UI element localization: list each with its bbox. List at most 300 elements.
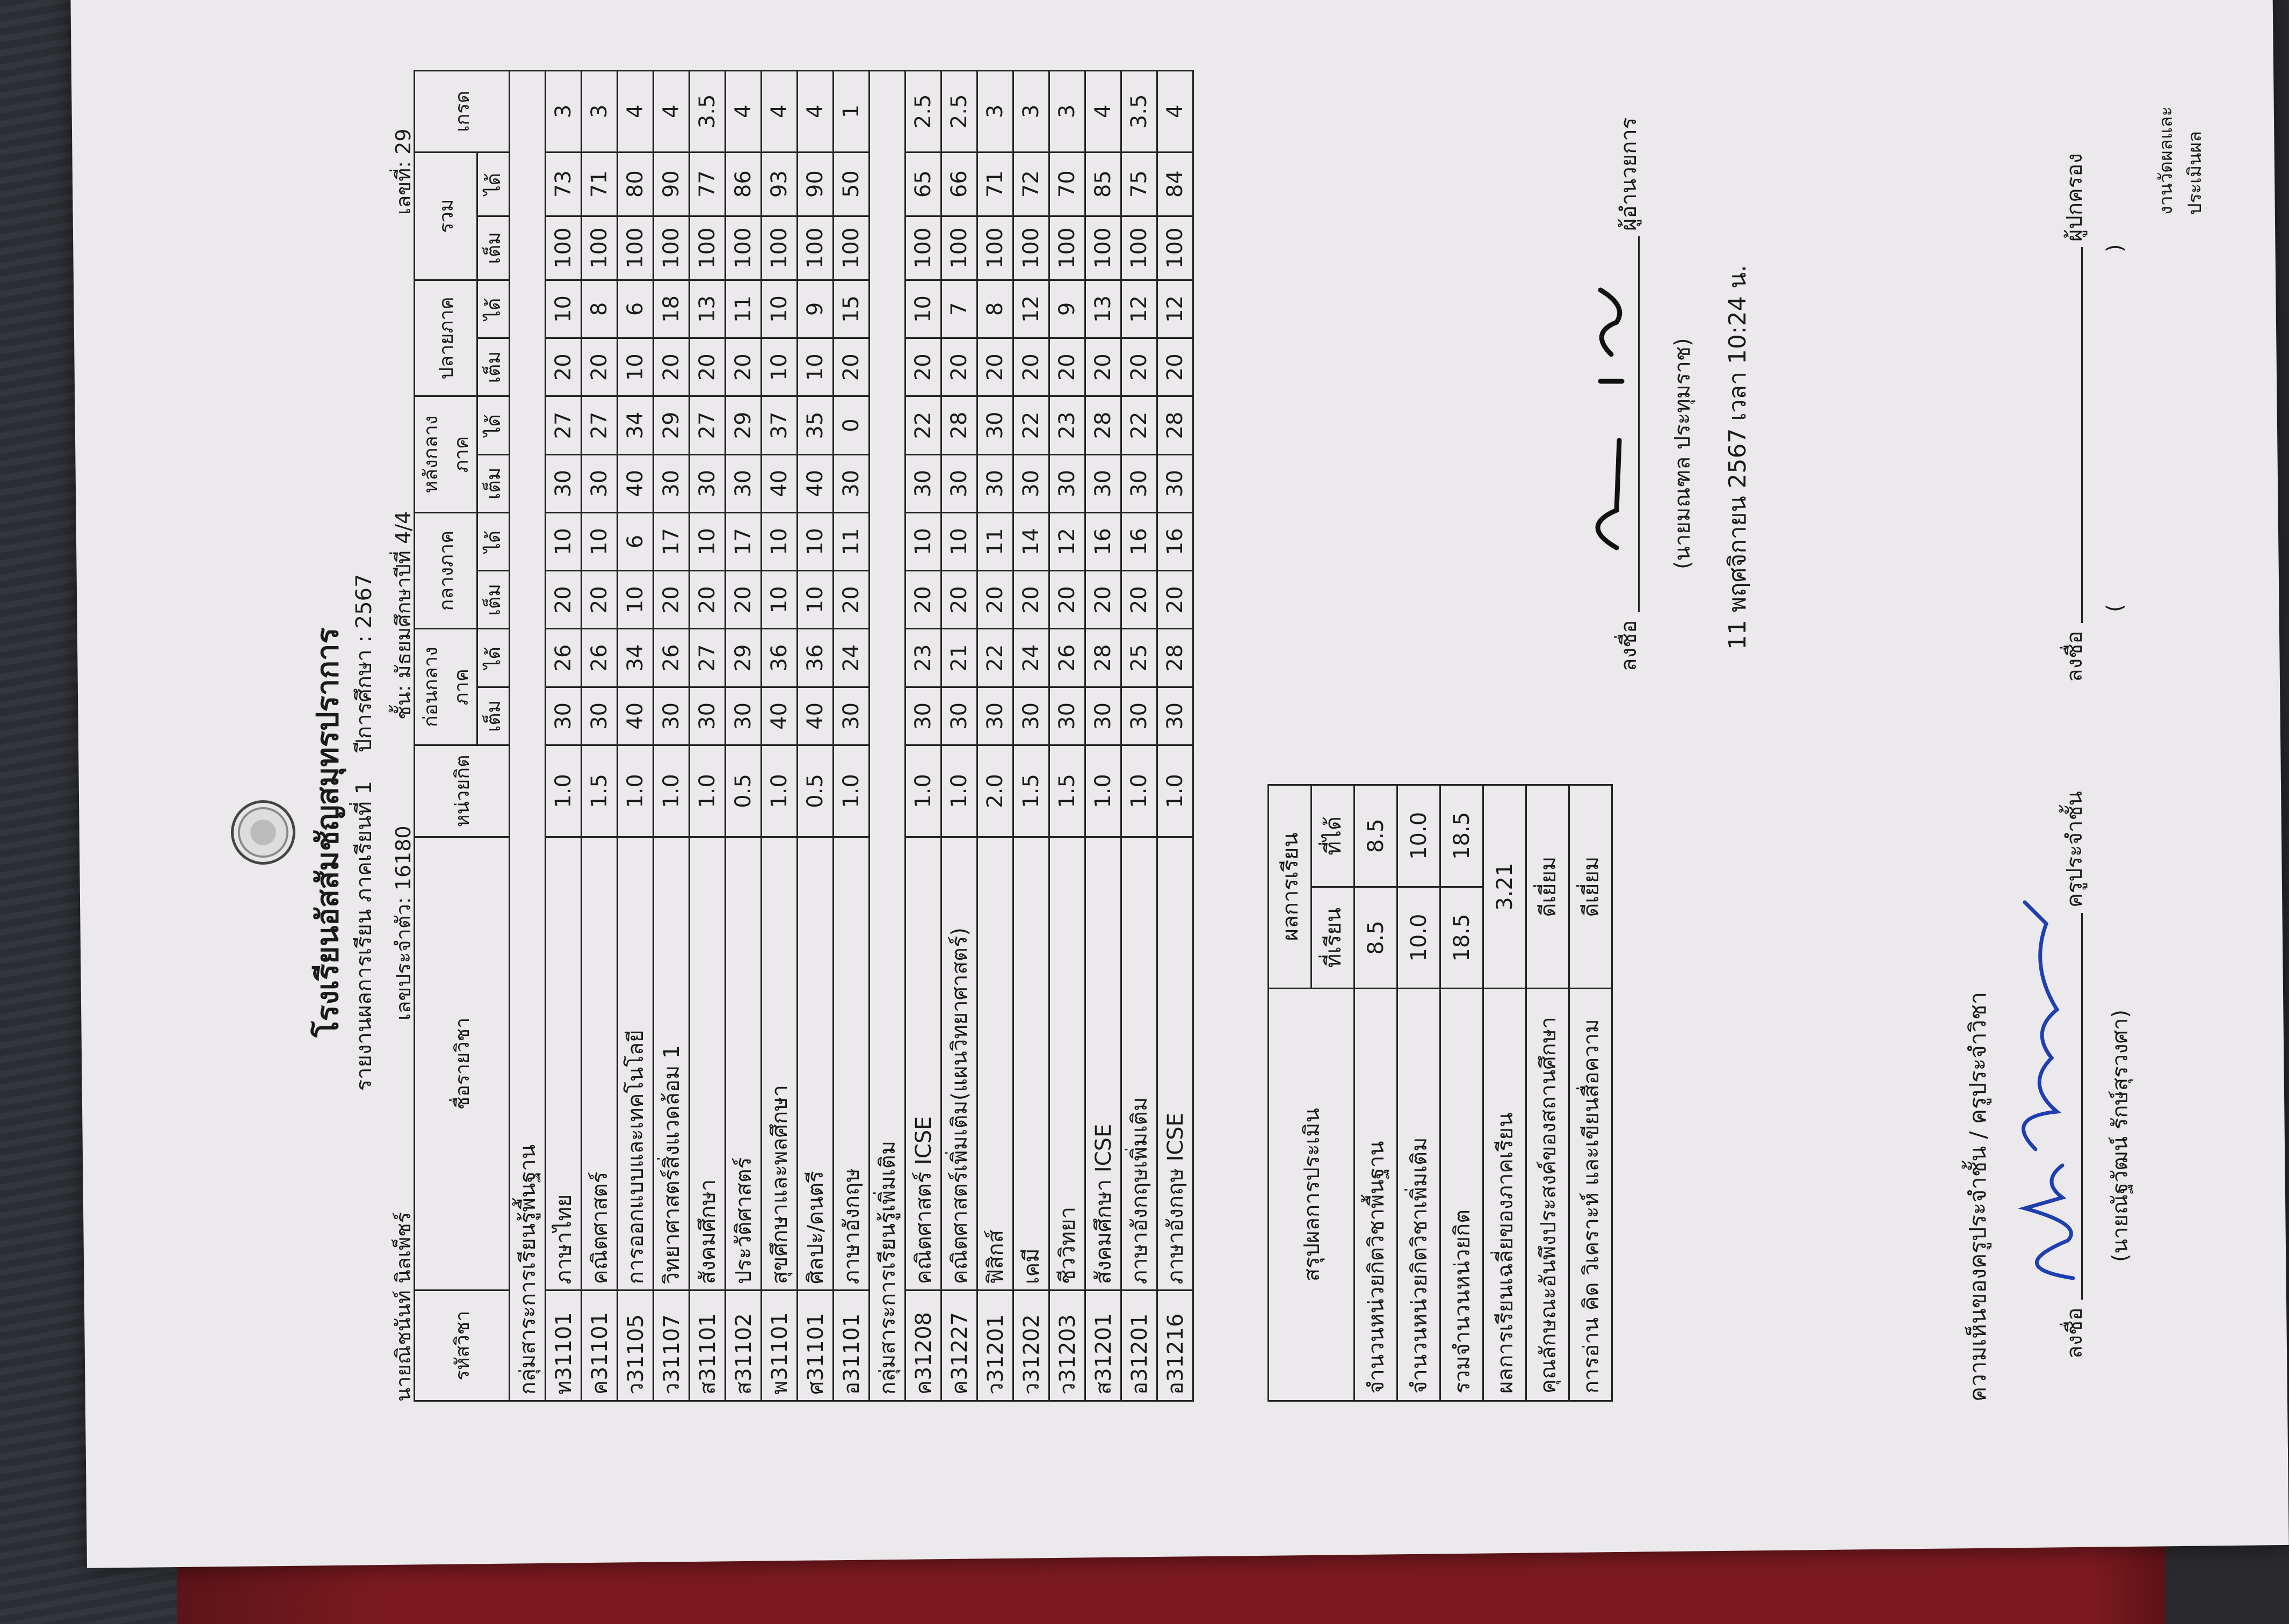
cell-mid-full: 10 [798,571,834,629]
cell-post-got: 37 [762,396,798,454]
cell-mid-full: 20 [906,571,941,629]
cell-pre-full: 30 [546,687,582,745]
cell-tot-got: 80 [618,152,654,216]
cell-mid-got: 16 [1157,512,1193,570]
cell-fin-got: 7 [941,280,977,338]
cell-mid-full: 20 [1121,571,1157,629]
cell-post-got: 29 [654,396,690,454]
group-title: กลุ่มสาระการเรียนรู้พื้นฐาน [510,71,546,1401]
roll-number: เลขที่: 29 [392,128,415,215]
cell-code: ว31107 [654,1291,690,1401]
cell-grade: 3 [1049,71,1085,153]
cell-code: ค31208 [906,1291,941,1401]
header-got: ได้ [477,280,510,338]
cell-mid-full: 20 [546,571,582,629]
header-name: ชื่อรายวิชา [415,837,510,1290]
cell-post-got: 28 [1157,396,1193,454]
cell-tot-got: 71 [977,152,1013,216]
cell-post-full: 30 [654,454,690,512]
school-name: โรงเรียนอัสสัมชัญสมุทรปราการ [310,627,345,1038]
cell-pre-got: 26 [654,629,690,687]
cell-grade: 2.5 [906,71,941,153]
cell-fin-got: 13 [690,280,726,338]
teacher2-sign-prefix: ลงชื่อ [2062,630,2087,682]
cell-tot-full: 100 [762,216,798,280]
subject-row [1049,71,1085,1401]
cell-mid-got: 10 [546,512,582,570]
cell-tot-full: 100 [726,216,762,280]
cell-post-got: 27 [582,396,618,454]
cell-fin-got: 10 [762,280,798,338]
header-got: ได้ [477,396,510,454]
cell-credit: 1.0 [1085,745,1121,837]
cell-post-full: 30 [726,454,762,512]
cell-fin-full: 20 [1085,338,1121,396]
subject-row [798,71,834,1401]
header-got: ได้ [477,512,510,570]
cell-mid-full: 20 [1049,571,1085,629]
cell-mid-got: 10 [582,512,618,570]
header-credit: หน่วยกิต [415,745,510,837]
teacher-sign-prefix: ลงชื่อ [2062,1307,2087,1359]
cell-pre-full: 30 [1085,687,1121,745]
header-full: เต็ม [477,687,510,745]
cell-credit: 1.0 [618,745,654,837]
subject-row [1013,71,1049,1401]
cell-grade: 3.5 [690,71,726,153]
cell-code: ส31101 [690,1291,726,1401]
cell-credit: 0.5 [798,745,834,837]
cell-tot-full: 100 [977,216,1013,280]
cell-post-full: 30 [546,454,582,512]
cell-post-full: 30 [1049,454,1085,512]
teacher-title: ครูประจำชั้น [2062,791,2087,908]
academic-year: ปีการศึกษา : 2567 [352,574,376,753]
subject-row [1085,71,1121,1401]
cell-credit: 1.0 [546,745,582,837]
cell-pre-got: 27 [690,629,726,687]
cell-pre-full: 30 [1013,687,1049,745]
cell-tot-full: 100 [1157,216,1193,280]
report-subtitle [346,54,381,1611]
cell-post-full: 30 [1121,454,1157,512]
cell-post-got: 23 [1049,396,1085,454]
group-header-row [510,71,546,1401]
cell-fin-full: 20 [654,338,690,396]
cell-code: ส31102 [726,1291,762,1401]
summary-result-header: ผลการเรียน [1269,785,1312,989]
gpa-label: ผลการเรียนเฉลี่ยของภาคเรียน [1483,989,1526,1401]
header-mid: กลางภาค [415,512,477,629]
cell-pre-full: 30 [582,687,618,745]
cell-pre-full: 30 [834,687,870,745]
cell-mid-got: 10 [798,512,834,570]
cell-fin-full: 20 [546,338,582,396]
cell-pre-got: 28 [1085,629,1121,687]
group-header-row [870,71,906,1401]
comments-title: ความเห็นของครูประจำชั้น / ครูประจำวิชา [1965,991,1991,1402]
cell-post-full: 30 [834,454,870,512]
cell-post-full: 30 [1157,454,1193,512]
cell-mid-full: 20 [582,571,618,629]
cell-name: ภาษาไทย [546,837,582,1290]
cell-mid-full: 20 [726,571,762,629]
cell-tot-got: 77 [690,152,726,216]
cell-pre-full: 30 [941,687,977,745]
cell-post-got: 29 [726,396,762,454]
cell-fin-full: 20 [977,338,1013,396]
cell-code: ว31105 [618,1291,654,1401]
cell-fin-got: 18 [654,280,690,338]
reading-label: การอ่าน คิด วิเคราะห์ และเขียนสื่อความ [1569,989,1612,1401]
cell-post-full: 30 [582,454,618,512]
cell-name: การออกแบบและเทคโนโลยี [618,837,654,1290]
cell-pre-got: 25 [1121,629,1157,687]
cell-fin-got: 12 [1013,280,1049,338]
cell-post-got: 28 [941,396,977,454]
cell-credit: 1.0 [941,745,977,837]
cell-pre-full: 40 [798,687,834,745]
subject-row [546,71,582,1401]
subject-row [690,71,726,1401]
cell-tot-got: 50 [834,152,870,216]
cell-tot-full: 100 [834,216,870,280]
cell-pre-got: 36 [762,629,798,687]
cell-fin-full: 20 [582,338,618,396]
cell-mid-got: 10 [941,512,977,570]
summary-row-earned: 8.5 [1354,785,1397,887]
cell-mid-got: 16 [1121,512,1157,570]
cell-pre-full: 30 [906,687,941,745]
cell-grade: 4 [618,71,654,153]
grades-table [414,70,1194,1402]
report-date: 11 พฤศจิกายน 2567 เวลา 10:24 น. [1724,265,1751,650]
cell-mid-got: 17 [726,512,762,570]
header-final: ปลายภาค [415,280,477,396]
subject-row [762,71,798,1401]
summary-studied-header: ที่เรียน [1312,887,1354,989]
header-full: เต็ม [477,216,510,280]
cell-fin-got: 12 [1121,280,1157,338]
cell-fin-full: 20 [906,338,941,396]
cell-fin-got: 15 [834,280,870,338]
cell-grade: 3 [546,71,582,153]
subject-row [1121,71,1157,1401]
cell-post-full: 40 [618,454,654,512]
cell-mid-full: 20 [1013,571,1049,629]
cell-mid-full: 10 [762,571,798,629]
cell-name: ฟิสิกส์ [977,837,1013,1290]
cell-fin-full: 10 [618,338,654,396]
cell-credit: 1.0 [1157,745,1193,837]
cell-mid-full: 20 [1157,571,1193,629]
cell-fin-got: 12 [1157,280,1193,338]
cell-mid-got: 10 [762,512,798,570]
cell-grade: 4 [762,71,798,153]
cell-credit: 1.0 [834,745,870,837]
cell-tot-got: 72 [1013,152,1049,216]
cell-post-got: 0 [834,396,870,454]
cell-fin-got: 6 [618,280,654,338]
cell-code: ว31201 [977,1291,1013,1401]
cell-pre-got: 23 [906,629,941,687]
cell-tot-full: 100 [941,216,977,280]
cell-tot-full: 100 [654,216,690,280]
cell-name: ชีววิทยา [1049,837,1085,1290]
cell-code: ศ31101 [798,1291,834,1401]
cell-mid-got: 12 [1049,512,1085,570]
cell-tot-got: 84 [1157,152,1193,216]
cell-post-full: 40 [762,454,798,512]
cell-grade: 1 [834,71,870,153]
cell-name: ประวัติศาสตร์ [726,837,762,1290]
cell-credit: 1.0 [906,745,941,837]
cell-code: อ31216 [1157,1291,1193,1401]
parent-paren: ) [2103,244,2127,252]
cell-pre-got: 29 [726,629,762,687]
cell-fin-full: 10 [762,338,798,396]
cell-code: พ31101 [762,1291,798,1401]
cell-tot-full: 100 [906,216,941,280]
student-name: นายณิชนันท์ นิลเพ็ชร์ [392,1212,415,1402]
cell-pre-full: 30 [977,687,1013,745]
cell-fin-got: 9 [798,280,834,338]
cell-mid-got: 6 [618,512,654,570]
cell-pre-got: 21 [941,629,977,687]
header-code: รหัสวิชา [415,1291,510,1401]
cell-pre-full: 30 [1049,687,1085,745]
cell-post-got: 22 [1121,396,1157,454]
cell-post-full: 30 [906,454,941,512]
cell-pre-full: 30 [1157,687,1193,745]
header-post-mid: หลังกลางภาค [415,396,477,513]
subject-row [726,71,762,1401]
cell-mid-got: 16 [1085,512,1121,570]
header-full: เต็ม [477,454,510,512]
cell-credit: 1.0 [654,745,690,837]
cell-tot-full: 100 [1121,216,1157,280]
cell-post-got: 28 [1085,396,1121,454]
cell-tot-got: 86 [726,152,762,216]
cell-post-got: 27 [546,396,582,454]
cell-grade: 4 [726,71,762,153]
student-id: เลขประจำตัว: 16180 [392,825,415,1020]
cell-fin-got: 13 [1085,280,1121,338]
cell-fin-got: 8 [582,280,618,338]
cell-tot-full: 100 [582,216,618,280]
cell-tot-got: 90 [798,152,834,216]
director-title: ผู้อำนวยการ [1617,117,1641,231]
cell-fin-full: 20 [941,338,977,396]
cell-credit: 1.0 [690,745,726,837]
cell-pre-full: 40 [762,687,798,745]
director-signature-scribble [1568,236,1643,559]
cell-tot-got: 65 [906,152,941,216]
summary-row-label: จำนวนหน่วยกิตวิชาเพิ่มเติม [1397,989,1440,1401]
characteristics-label: คุณลักษณะอันพึงประสงค์ของสถานศึกษา [1526,989,1569,1401]
cell-fin-full: 20 [726,338,762,396]
cell-name: วิทยาศาสตร์สิ่งแวดล้อม 1 [654,837,690,1290]
cell-post-full: 30 [690,454,726,512]
header-pre-mid: ก่อนกลางภาค [415,629,477,745]
cell-tot-full: 100 [1085,216,1121,280]
cell-fin-got: 10 [546,280,582,338]
cell-credit: 0.5 [726,745,762,837]
cell-fin-full: 20 [834,338,870,396]
cell-name: คณิตศาสตร์ ICSE [906,837,941,1290]
cell-grade: 3.5 [1121,71,1157,153]
cell-tot-full: 100 [1049,216,1085,280]
cell-tot-got: 90 [654,152,690,216]
subject-row [618,71,654,1401]
cell-grade: 3 [977,71,1013,153]
subject-row [834,71,870,1401]
cell-credit: 2.0 [977,745,1013,837]
cell-credit: 1.5 [1013,745,1049,837]
teacher2-paren: ( [2103,604,2127,612]
cell-mid-full: 10 [618,571,654,629]
summary-earned-header: ที่ได้ [1312,785,1354,887]
cell-pre-full: 30 [726,687,762,745]
summary-row-label: จำนวนหน่วยกิตวิชาพื้นฐาน [1354,989,1397,1401]
cell-name: คณิตศาสตร์เพิ่มเติม(แผนวิทยาศาสตร์) [941,837,977,1290]
cell-pre-full: 30 [1121,687,1157,745]
subject-row [941,71,977,1401]
cell-post-got: 22 [1013,396,1049,454]
cell-grade: 3 [1013,71,1049,153]
cell-post-got: 34 [618,396,654,454]
cell-code: ค31101 [582,1291,618,1401]
cell-name: ศิลปะ/ดนตรี [798,837,834,1290]
cell-post-full: 40 [798,454,834,512]
cell-pre-got: 24 [834,629,870,687]
cell-pre-got: 24 [1013,629,1049,687]
summary-row-label: รวมจำนวนหน่วยกิต [1440,989,1483,1401]
cell-name: ภาษาอังกฤษ [834,837,870,1290]
cell-credit: 1.5 [582,745,618,837]
cell-code: ว31202 [1013,1291,1049,1401]
cell-tot-full: 100 [690,216,726,280]
cell-pre-got: 26 [582,629,618,687]
cell-tot-got: 71 [582,152,618,216]
cell-post-got: 22 [906,396,941,454]
cell-fin-got: 8 [977,280,1013,338]
cell-name: สังคมศึกษา [690,837,726,1290]
subject-row [977,71,1013,1401]
teacher-signature-scribble [1993,881,2089,1289]
cell-mid-got: 14 [1013,512,1049,570]
cell-tot-got: 75 [1121,152,1157,216]
gpa-value: 3.21 [1483,785,1526,989]
school-crest-icon [231,800,295,865]
summary-row-studied: 8.5 [1354,887,1397,989]
cell-name: ภาษาอังกฤษ ICSE [1157,837,1193,1290]
cell-mid-full: 20 [941,571,977,629]
characteristics-value: ดีเยี่ยม [1526,785,1569,989]
cell-mid-full: 20 [654,571,690,629]
summary-row-studied: 18.5 [1440,887,1483,989]
group-title: กลุ่มสาระการเรียนรู้เพิ่มเติม [870,71,906,1401]
cell-post-full: 30 [941,454,977,512]
cell-code: ว31203 [1049,1291,1085,1401]
cell-name: เคมี [1013,837,1049,1290]
cell-grade: 4 [1157,71,1193,153]
cell-tot-got: 73 [546,152,582,216]
cell-mid-full: 20 [1085,571,1121,629]
cell-name: สังคมศึกษา ICSE [1085,837,1121,1290]
director-sign-prefix: ลงชื่อ [1617,620,1641,671]
cell-mid-got: 11 [977,512,1013,570]
cell-mid-got: 17 [654,512,690,570]
cell-pre-full: 30 [690,687,726,745]
header-full: เต็ม [477,571,510,629]
cell-grade: 4 [798,71,834,153]
cell-pre-got: 22 [977,629,1013,687]
director-name: (นายมณฑล ประทุมราช) [1670,338,1695,569]
summary-table [1267,784,1613,1402]
cell-post-got: 30 [977,396,1013,454]
cell-fin-full: 10 [798,338,834,396]
cell-mid-got: 11 [834,512,870,570]
cell-name: ภาษาอังกฤษเพิ่มเติม [1121,837,1157,1290]
cell-fin-full: 20 [1049,338,1085,396]
cell-tot-got: 85 [1085,152,1121,216]
cell-fin-got: 11 [726,280,762,338]
cell-code: ค31227 [941,1291,977,1401]
cell-credit: 1.0 [1121,745,1157,837]
summary-row-earned: 18.5 [1440,785,1483,887]
subject-row [906,71,941,1401]
cell-pre-full: 30 [654,687,690,745]
cell-tot-full: 100 [798,216,834,280]
cell-pre-got: 26 [546,629,582,687]
cell-mid-full: 20 [977,571,1013,629]
cell-name: สุขศึกษาและพลศึกษา [762,837,798,1290]
reading-value: ดีเยี่ยม [1569,785,1612,989]
cell-tot-got: 70 [1049,152,1085,216]
cell-mid-got: 10 [690,512,726,570]
cell-pre-full: 40 [618,687,654,745]
cell-grade: 3 [582,71,618,153]
cell-code: ท31101 [546,1291,582,1401]
cell-code: อ31201 [1121,1291,1157,1401]
cell-tot-got: 66 [941,152,977,216]
cell-code: อ31101 [834,1291,870,1401]
cell-grade: 2.5 [941,71,977,153]
cell-fin-full: 20 [690,338,726,396]
subject-row [582,71,618,1401]
cell-fin-got: 9 [1049,280,1085,338]
header-grade: เกรด [415,71,510,153]
cell-post-full: 30 [1013,454,1049,512]
cell-tot-full: 100 [1013,216,1049,280]
cell-grade: 4 [1085,71,1121,153]
cell-pre-got: 34 [618,629,654,687]
subject-row [654,71,690,1401]
summary-row-earned: 10.0 [1397,785,1440,887]
report-page [193,54,2206,1611]
cell-mid-full: 20 [690,571,726,629]
header-total: รวม [415,152,477,280]
cell-fin-full: 20 [1013,338,1049,396]
footer-fragment: งานวัดผลและประเมินผล [2155,106,2206,215]
cell-post-got: 35 [798,396,834,454]
cell-pre-got: 28 [1157,629,1193,687]
parent-title: ผู้ปกครอง [2062,153,2087,242]
cell-pre-got: 26 [1049,629,1085,687]
class-level: ชั้น: มัธยมศึกษาปีที่ 4/4 [392,511,415,720]
summary-title: สรุปผลการประเมิน [1269,989,1354,1401]
